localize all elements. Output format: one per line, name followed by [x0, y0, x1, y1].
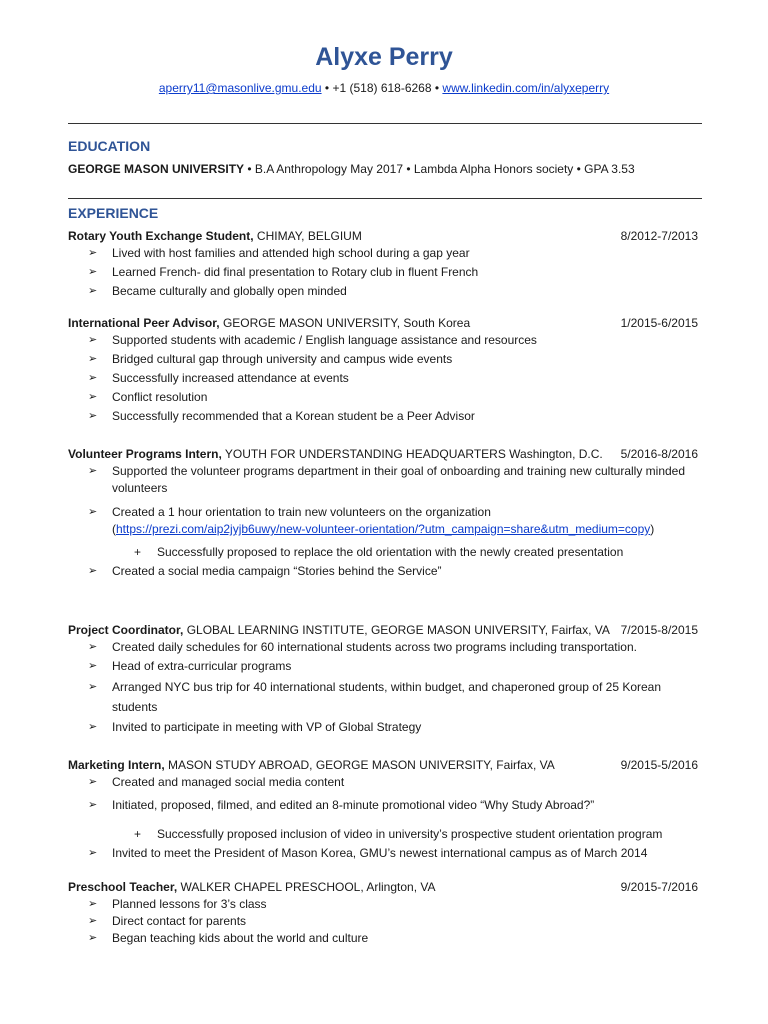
orientation-link-open: ( [112, 522, 116, 536]
arrow-bullet-icon: ➢ [88, 915, 98, 927]
list-item: ➢ Direct contact for parents [88, 914, 247, 928]
divider [68, 198, 702, 199]
arrow-bullet-icon: ➢ [88, 932, 98, 944]
job-date: 1/2015-6/2015 [620, 316, 698, 330]
job-org: GLOBAL LEARNING INSTITUTE, GEORGE MASON UNIVERSITY, Fairfax, VA [183, 623, 610, 637]
job-entry [68, 315, 702, 427]
arrow-bullet-icon: ➢ [88, 353, 98, 365]
arrow-bullet-icon: ➢ [88, 334, 98, 346]
list-item: ➢ Began teaching kids about the world and culture [88, 931, 369, 945]
separator: • [431, 81, 443, 95]
list-item: ➢ Initiated, proposed, filmed, and edited an 8-minute promotional video “Why Study Abroad?” [88, 798, 595, 812]
list-item: ➢ Supported students with academic / English language assistance and resources [88, 333, 537, 347]
job-title: Marketing Intern, [68, 758, 165, 772]
job-title: International Peer Advisor, [68, 316, 220, 330]
list-item: + Successfully proposed to replace the old orientation with the newly created presentation [134, 545, 624, 559]
divider [68, 123, 702, 124]
job-title: Preschool Teacher, [68, 880, 178, 894]
education-line [68, 162, 635, 176]
job-title: Volunteer Programs Intern, [68, 447, 222, 461]
job-org: YOUTH FOR UNDERSTANDING HEADQUARTERS Washington, D.C. [221, 447, 603, 461]
job-header [68, 879, 702, 896]
job-header [68, 228, 702, 245]
list-item: ➢ Arranged NYC bus trip for 40 international students, within budget, and chaperoned group of 25 Korean students [68, 677, 702, 717]
list-item: ➢ Became culturally and globally open minded [88, 284, 347, 298]
phone-number: +1 (518) 618-6268 [332, 81, 432, 95]
contact-line [0, 81, 768, 95]
job-date: 9/2015-5/2016 [620, 758, 698, 772]
list-item: ➢ Invited to participate in meeting with VP of Global Strategy [88, 720, 422, 734]
list-item: ➢ Created a 1 hour orientation to train new volunteers on the organization (https://prezi.com/aip2jyjb6uwy/new-volunteer-orientation/?utm_campaign=share&utm_medium=copy) [88, 505, 655, 536]
job-title: Rotary Youth Exchange Student, [68, 229, 254, 243]
job-header [68, 315, 702, 332]
job-date: 8/2012-7/2013 [620, 229, 698, 243]
school-name: GEORGE MASON UNIVERSITY [68, 162, 245, 176]
job-org: CHIMAY, BELGIUM [253, 229, 362, 243]
list-item: ➢ Created a social media campaign “Stories behind the Service” [88, 564, 442, 578]
arrow-bullet-icon: ➢ [88, 641, 98, 653]
job-entry [68, 757, 702, 864]
arrow-bullet-icon: ➢ [88, 565, 98, 577]
arrow-bullet-icon: ➢ [88, 660, 98, 672]
list-item: ➢ Supported the volunteer programs department in their goal of onboarding and training new culturally minded volunteers [88, 464, 686, 495]
list-item: + Successfully proposed inclusion of video in university’s prospective student orientation program [134, 827, 663, 841]
orientation-link[interactable]: https://prezi.com/aip2jyjb6uwy/new-volunteer-orientation/?utm_campaign=share&utm_medium=copy [116, 522, 651, 536]
list-item: ➢ Successfully increased attendance at events [88, 371, 349, 385]
arrow-bullet-icon: ➢ [88, 410, 98, 422]
arrow-bullet-icon: ➢ [88, 465, 98, 477]
arrow-bullet-icon: ➢ [88, 776, 98, 788]
arrow-bullet-icon: ➢ [88, 898, 98, 910]
job-entry [68, 228, 702, 302]
list-item: ➢ Invited to meet the President of Mason Korea, GMU’s newest international campus as of March 2014 [88, 846, 648, 860]
experience-heading: EXPERIENCE [68, 205, 159, 221]
list-item: ➢ Planned lessons for 3’s class [88, 897, 267, 911]
job-header [68, 757, 702, 774]
plus-bullet-icon: + [134, 545, 142, 559]
arrow-bullet-icon: ➢ [88, 247, 98, 259]
list-item: ➢ Learned French- did final presentation to Rotary club in fluent French [88, 265, 479, 279]
list-item: ➢ Lived with host families and attended high school during a gap year [88, 246, 470, 260]
list-item: ➢ Head of extra-curricular programs [88, 659, 292, 673]
arrow-bullet-icon: ➢ [88, 285, 98, 297]
education-details: • B.A Anthropology May 2017 • Lambda Alpha Honors society • GPA 3.53 [244, 162, 635, 176]
job-header [68, 622, 702, 639]
job-org: GEORGE MASON UNIVERSITY, South Korea [219, 316, 471, 330]
resume-name: Alyxe Perry [315, 43, 453, 71]
list-item: ➢ Conflict resolution [88, 390, 208, 404]
linkedin-link[interactable]: www.linkedin.com/in/alyxeperry [442, 81, 610, 95]
job-date: 5/2016-8/2016 [620, 447, 698, 461]
list-item: ➢ Created and managed social media content [88, 775, 345, 789]
separator: • [321, 81, 333, 95]
email-link[interactable]: aperry11@masonlive.gmu.edu [158, 81, 322, 95]
arrow-bullet-icon: ➢ [88, 506, 98, 518]
arrow-bullet-icon: ➢ [88, 799, 98, 811]
education-heading: EDUCATION [68, 138, 151, 154]
job-date: 9/2015-7/2016 [620, 880, 698, 894]
job-date: 7/2015-8/2015 [620, 623, 698, 637]
job-org: WALKER CHAPEL PRESCHOOL, Arlington, VA [177, 880, 436, 894]
job-entry [68, 622, 702, 738]
arrow-bullet-icon: ➢ [88, 266, 98, 278]
orientation-link-close: ) [650, 522, 655, 536]
job-header [68, 446, 702, 463]
job-org: MASON STUDY ABROAD, GEORGE MASON UNIVERSITY, Fairfax, VA [164, 758, 555, 772]
job-entry [68, 879, 702, 947]
list-item: ➢ Successfully recommended that a Korean student be a Peer Advisor [88, 409, 475, 423]
arrow-bullet-icon: ➢ [88, 391, 98, 403]
plus-bullet-icon: + [134, 827, 142, 841]
list-item: ➢ Created daily schedules for 60 international students across two programs including transportation. [88, 640, 637, 654]
job-title: Project Coordinator, [68, 623, 184, 637]
arrow-bullet-icon: ➢ [88, 847, 98, 859]
list-item: ➢ Bridged cultural gap through university and campus wide events [88, 352, 453, 366]
arrow-bullet-icon: ➢ [88, 681, 98, 693]
job-entry [68, 446, 702, 582]
arrow-bullet-icon: ➢ [88, 721, 98, 733]
arrow-bullet-icon: ➢ [88, 372, 98, 384]
